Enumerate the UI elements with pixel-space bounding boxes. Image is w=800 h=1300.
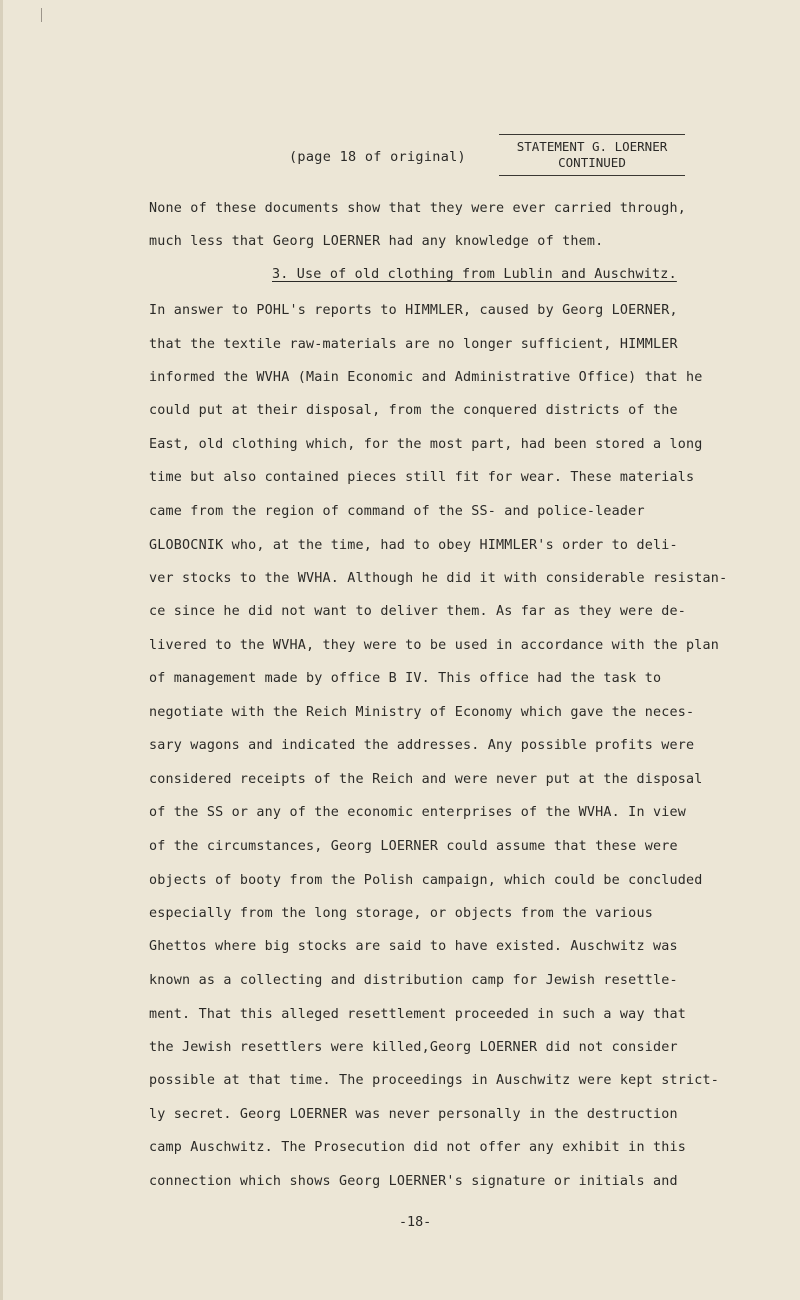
text-line: GLOBOCNIK who, at the time, had to obey HIMMLER's order to deli- [149,538,678,553]
section-heading: 3. Use of old clothing from Lublin and Auschwitz. [272,267,677,282]
text-line: None of these documents show that they were ever carried through, [149,201,687,216]
text-line: the Jewish resettlers were killed,Georg LOERNER did not consider [149,1040,678,1055]
statement-bottom-rule [499,175,685,176]
text-line: time but also contained pieces still fit for wear. These materials [149,470,695,485]
text-line: possible at that time. The proceedings in Auschwitz were kept strict- [149,1073,720,1088]
text-line: of the circumstances, Georg LOERNER could assume that these were [149,839,678,854]
page-number: -18- [399,1215,432,1230]
text-line: camp Auschwitz. The Prosecution did not offer any exhibit in this [149,1140,687,1155]
text-line: could put at their disposal, from the conquered districts of the [149,403,678,418]
statement-header [499,134,685,176]
text-line: considered receipts of the Reich and were never put at the disposal [149,772,703,787]
page-reference: (page 18 of original) [289,149,466,165]
text-line: Ghettos where big stocks are said to have existed. Auschwitz was [149,939,678,954]
text-line: livered to the WVHA, they were to be used in accordance with the plan [149,638,720,653]
text-line: that the textile raw-materials are no longer sufficient, HIMMLER [149,337,678,352]
statement-top-rule [499,134,685,135]
text-line: came from the region of command of the SS- and police-leader [149,504,645,519]
text-line: ver stocks to the WVHA. Although he did it with considerable resistan- [149,571,728,586]
statement-title: STATEMENT G. LOERNER [516,139,668,154]
text-line: In answer to POHL's reports to HIMMLER, caused by Georg LOERNER, [149,303,678,318]
statement-continued: CONTINUED [558,155,626,170]
text-line: especially from the long storage, or objects from the various [149,906,653,921]
text-line: sary wagons and indicated the addresses. Any possible profits were [149,738,695,753]
text-line: East, old clothing which, for the most part, had been stored a long [149,437,703,452]
text-line: of management made by office B IV. This office had the task to [149,671,662,686]
text-line: negotiate with the Reich Ministry of Economy which gave the neces- [149,705,695,720]
text-line: objects of booty from the Polish campaign, which could be concluded [149,873,703,888]
text-line: connection which shows Georg LOERNER's signature or initials and [149,1174,678,1189]
text-line: known as a collecting and distribution camp for Jewish resettle- [149,973,678,988]
text-line: of the SS or any of the economic enterprises of the WVHA. In view [149,805,687,820]
text-line: ment. That this alleged resettlement proceeded in such a way that [149,1007,687,1022]
margin-mark [41,8,42,22]
text-line: ly secret. Georg LOERNER was never personally in the destruction [149,1107,678,1122]
text-line: much less that Georg LOERNER had any knowledge of them. [149,234,604,249]
text-line: informed the WVHA (Main Economic and Administrative Office) that he [149,370,703,385]
text-line: ce since he did not want to deliver them. As far as they were de- [149,604,687,619]
